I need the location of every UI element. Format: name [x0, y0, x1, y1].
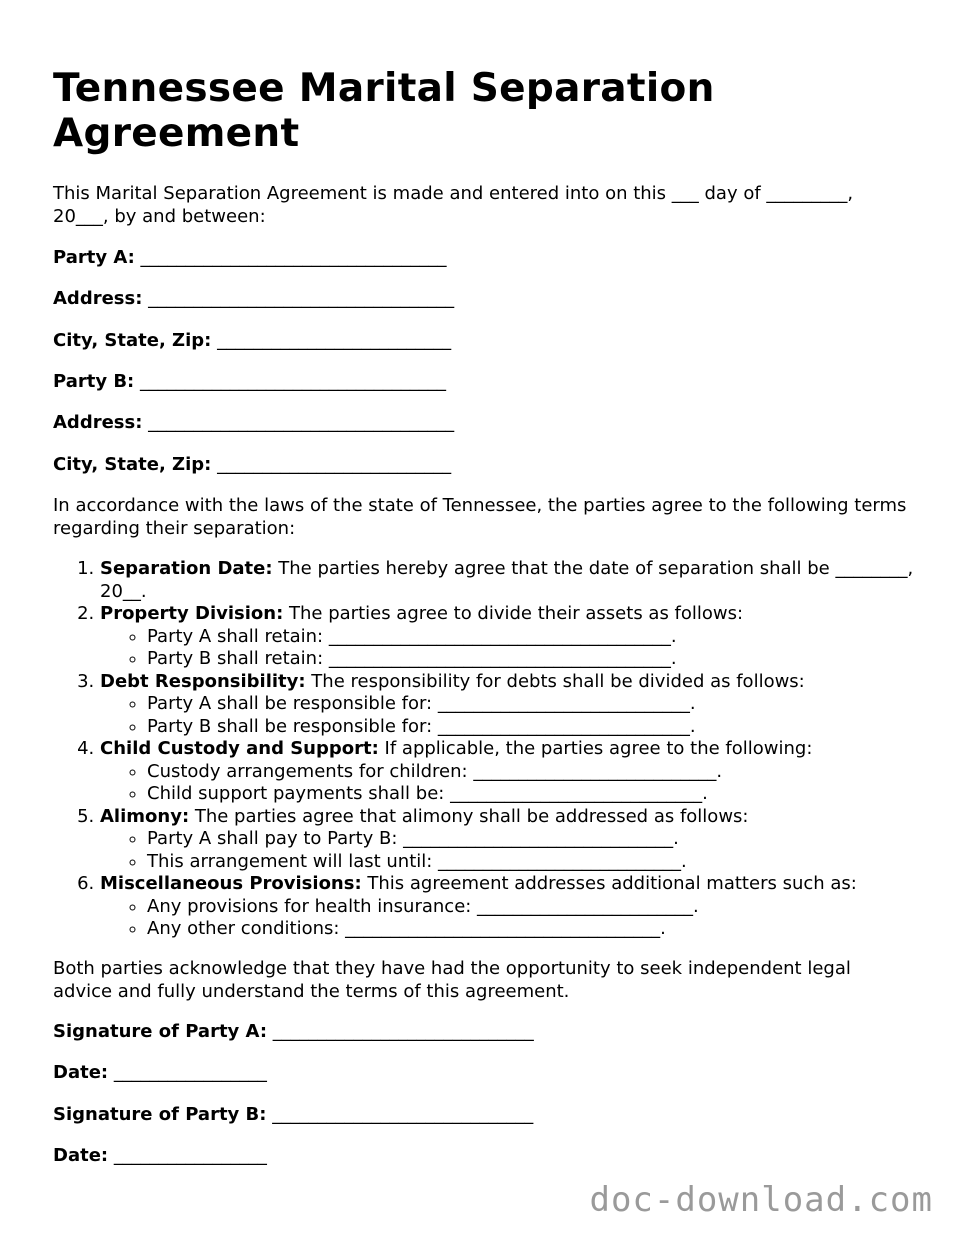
watermark-text: doc-download.com	[589, 1180, 933, 1220]
sub-list	[100, 828, 960, 873]
accordance-paragraph: In accordance with the laws of the state of Tennessee, the parties agree to the following terms regarding their separation:	[53, 495, 907, 539]
party-a-name-field	[53, 247, 447, 269]
term-text: The responsibility for debts shall be divided as follows:	[305, 670, 805, 692]
term-heading: Property Division:	[100, 603, 284, 624]
field-label: Date:	[53, 1062, 109, 1083]
term-heading: Miscellaneous Provisions:	[100, 873, 362, 894]
document-title: Tennessee Marital Separation Agreement	[53, 66, 715, 156]
field-label: Party A:	[53, 247, 135, 268]
party-b-city-field	[53, 454, 451, 476]
term-alimony	[100, 806, 960, 874]
signature-party-a-field	[53, 1021, 534, 1043]
term-text: The parties hereby agree that the date of separation shall be ________, 20__.	[100, 558, 914, 602]
field-blank: __________________________	[217, 330, 452, 351]
sub-item: ◦ Custody arrangements for children: ___________________________.	[147, 761, 960, 784]
field-label: Signature of Party B:	[53, 1104, 267, 1125]
field-label: Address:	[53, 288, 143, 309]
field-label: Date:	[53, 1145, 109, 1166]
sub-list	[100, 761, 960, 806]
field-label: City, State, Zip:	[53, 330, 212, 351]
acknowledgement-paragraph: Both parties acknowledge that they have had the opportunity to seek independent legal advice and fully understand the terms of this agreement.	[53, 958, 851, 1002]
sub-item: ◦ This arrangement will last until: ___________________________.	[147, 851, 960, 874]
sub-item: ◦ Party A shall be responsible for: ____________________________.	[147, 693, 960, 716]
field-blank: _____________________________	[272, 1021, 534, 1042]
field-blank: _________________	[113, 1062, 267, 1083]
term-heading: Alimony:	[100, 805, 190, 827]
sub-list	[100, 896, 960, 941]
field-blank: __________________________________	[148, 288, 455, 309]
party-a-city-field	[53, 330, 451, 352]
term-heading: Separation Date:	[100, 558, 273, 579]
sub-item: ◦ Any provisions for health insurance: ________________________.	[147, 896, 960, 919]
term-heading: Debt Responsibility:	[100, 670, 306, 692]
date-party-a-field	[53, 1062, 267, 1084]
sub-item: ◦ Party B shall be responsible for: ____________________________.	[147, 716, 960, 739]
intro-paragraph: This Marital Separation Agreement is made and entered into on this ___ day of _________, 20___, by and between:	[53, 183, 854, 227]
terms-list	[53, 558, 960, 941]
party-b-address-field	[53, 412, 454, 434]
field-blank: __________________________________	[148, 412, 455, 433]
field-blank: _____________________________	[272, 1104, 534, 1125]
term-separation-date	[100, 558, 960, 603]
field-label: Party B:	[53, 371, 135, 392]
field-blank: __________________________________	[140, 247, 447, 268]
term-text: If applicable, the parties agree to the following:	[378, 738, 813, 759]
field-label: Signature of Party A:	[53, 1021, 268, 1042]
date-party-b-field	[53, 1145, 267, 1167]
term-heading: Child Custody and Support:	[100, 738, 379, 759]
term-child-custody	[100, 738, 960, 806]
term-property-division	[100, 603, 960, 671]
term-text: The parties agree to divide their assets as follows:	[283, 603, 744, 624]
party-a-address-field	[53, 288, 454, 310]
term-text: This agreement addresses additional matters such as:	[361, 873, 857, 894]
sub-item: ◦ Any other conditions: ___________________________________.	[147, 918, 960, 941]
sub-list	[100, 626, 960, 671]
party-b-name-field	[53, 371, 446, 393]
sub-item: ◦ Child support payments shall be: ____________________________.	[147, 783, 960, 806]
field-blank: __________________________	[217, 454, 452, 475]
field-label: City, State, Zip:	[53, 454, 212, 475]
term-miscellaneous	[100, 873, 960, 941]
sub-item: ◦ Party A shall retain: ______________________________________.	[147, 626, 960, 649]
term-debt-responsibility	[100, 671, 960, 739]
signature-party-b-field	[53, 1104, 533, 1126]
term-text: The parties agree that alimony shall be addressed as follows:	[189, 805, 749, 827]
field-blank: __________________________________	[140, 371, 446, 392]
field-blank: _________________	[113, 1145, 267, 1166]
field-label: Address:	[53, 412, 143, 433]
sub-list	[100, 693, 960, 738]
sub-item: ◦ Party A shall pay to Party B: ______________________________.	[147, 828, 960, 851]
sub-item: ◦ Party B shall retain: ______________________________________.	[147, 648, 960, 671]
